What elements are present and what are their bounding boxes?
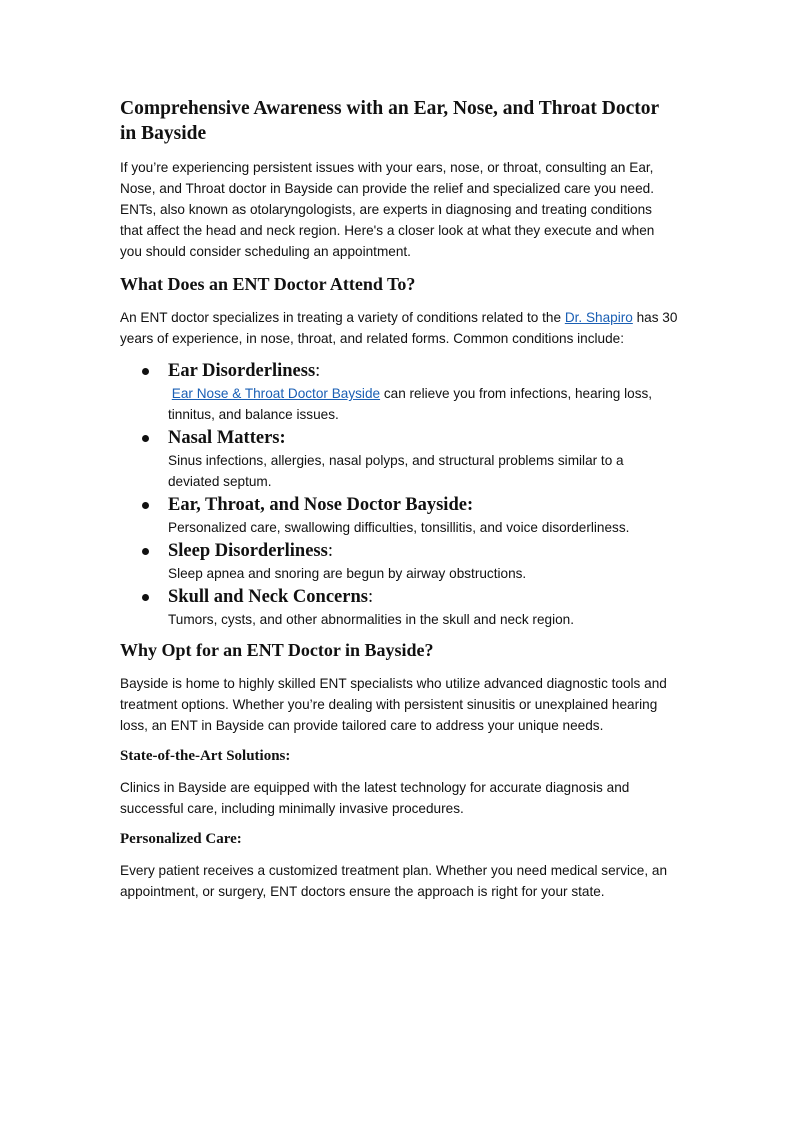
conditions-list — [120, 359, 678, 630]
conditions-intro-paragraph — [120, 307, 678, 349]
dr-shapiro-link[interactable]: Dr. Shapiro — [564, 310, 633, 325]
personalized-care-paragraph: Every patient receives a customized treatment plan. Whether you need medical service, an appointment, or surgery, ENT doctors ensure the approach is right for your state. — [120, 863, 668, 899]
conditions-intro-text: An ENT doctor specializes in treating a variety of conditions related to the — [120, 310, 565, 325]
condition-title: Ear, Throat, and Nose Doctor Bayside: — [168, 495, 474, 515]
list-item — [168, 426, 678, 492]
list-item — [168, 359, 678, 425]
why-bayside-paragraph: Bayside is home to highly skilled ENT specialists who utilize advanced diagnostic tools and treatment options. Whether you’re dealing with persistent sinusitis or unexplained hearing loss, an ENT in Bayside can provide tailored care to address your unique needs. — [120, 676, 667, 733]
section-heading-what-ent-does: What Does an ENT Doctor Attend To? — [120, 274, 416, 294]
subheading-personalized-care: Personalized Care: — [120, 831, 242, 847]
condition-title: Nasal Matters: — [168, 428, 286, 448]
bullet-icon — [142, 594, 149, 601]
document-page — [120, 96, 678, 912]
condition-title: Skull and Neck Concerns: — [168, 587, 374, 607]
condition-description: Sleep apnea and snoring are begun by airway obstructions. — [168, 566, 527, 581]
list-item — [168, 493, 678, 538]
subheading-state-of-the-art: State-of-the-Art Solutions: — [120, 748, 291, 764]
condition-description: Personalized care, swallowing difficulties, tonsillitis, and voice disorderliness. — [168, 520, 630, 535]
state-of-the-art-paragraph: Clinics in Bayside are equipped with the latest technology for accurate diagnosis and successful care, including minimally invasive procedures. — [120, 780, 630, 816]
bullet-icon — [142, 368, 149, 375]
intro-paragraph: If you’re experiencing persistent issues with your ears, nose, or throat, consulting an Ear, Nose, and Throat doctor in Bayside can provide the relief and specialized care you need. ENTs, also known as otolaryngologists, are experts in diagnosing and treating conditions that affect the head and neck region. Here's a closer look at what they execute and when you should consider scheduling an appointment. — [120, 160, 655, 259]
condition-description: Ear Nose & Throat Doctor Bayside can relieve you from infections, hearing loss, tinnitus, and balance issues. — [168, 386, 653, 422]
condition-description: Tumors, cysts, and other abnormalities in the skull and neck region. — [168, 612, 574, 627]
section-heading-why-bayside: Why Opt for an ENT Doctor in Bayside? — [120, 640, 434, 660]
condition-title: Sleep Disorderliness: — [168, 541, 333, 561]
bullet-icon — [142, 548, 149, 555]
conditions-intro-text-cont: has 30 years of experience, in nose, throat, and related forms. Common conditions include: — [120, 310, 678, 346]
list-item — [168, 539, 678, 584]
condition-title: Ear Disorderliness: — [168, 361, 321, 381]
condition-description: Sinus infections, allergies, nasal polyps, and structural problems similar to a deviated septum. — [168, 453, 624, 489]
article-title: Comprehensive Awareness with an Ear, Nose, and Throat Doctor in Bayside — [120, 98, 659, 144]
list-item — [168, 585, 678, 630]
ent-doctor-bayside-link[interactable]: Ear Nose & Throat Doctor Bayside — [171, 386, 381, 401]
bullet-icon — [142, 502, 149, 509]
bullet-icon — [142, 435, 149, 442]
